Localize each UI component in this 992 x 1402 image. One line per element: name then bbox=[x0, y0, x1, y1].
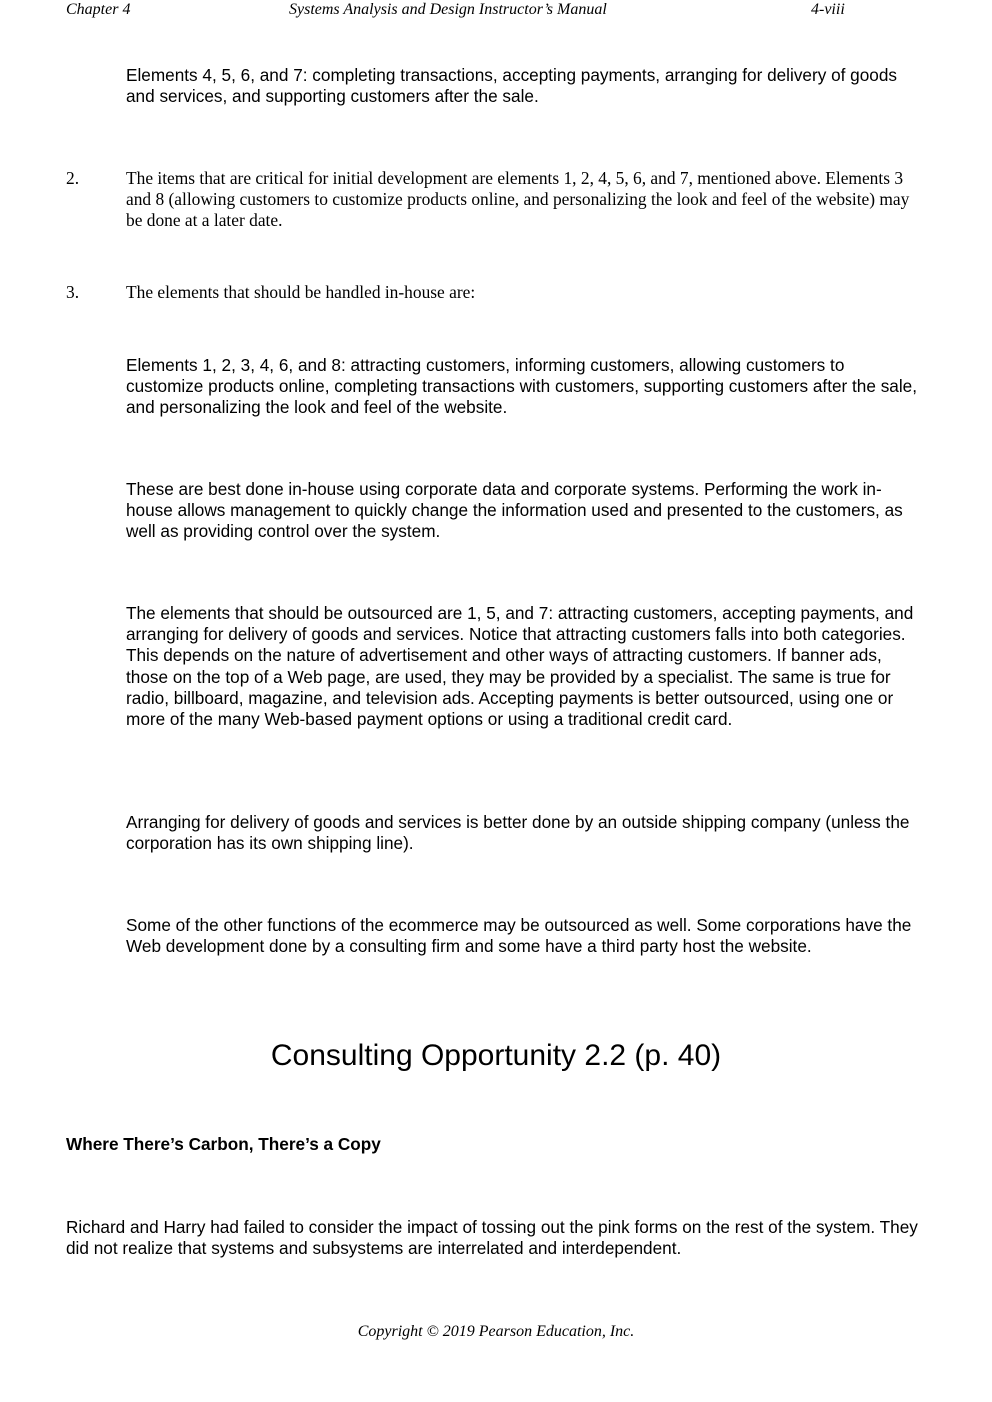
paragraph-outsourced: The elements that should be outsourced are 1, 5, and 7: attracting customers, accepting payments, and arranging for delivery of goods and services. Notice that attracting customers falls into both categories. This depends on the nature of advertisement and other ways of attracting customers. If banner ads, those on the top of a Web page, are used, they may be provided by a specialist. The same is true for radio, billboard, magazine, and television ads. Accepting payments is better outsourced, using one or more of the many Web-based payment options or using a traditional credit card. bbox=[126, 603, 914, 730]
paragraph-inhouse-reason: These are best done in-house using corporate data and corporate systems. Performing the work in-house allows management to quickly change the information used and presented to the customers, as well as providing control over the system. bbox=[126, 479, 903, 542]
section-title: Consulting Opportunity 2.2 (p. 40) bbox=[270, 1039, 722, 1072]
header-chapter: Chapter 4 bbox=[66, 1, 131, 18]
paragraph-inhouse-elements: Elements 1, 2, 3, 4, 6, and 8: attracting customers, informing customers, allowing customers to customize products online, completing transactions with customers, supporting customers after the sale, and personalizing the look and feel of the website. bbox=[126, 355, 917, 418]
section-subtitle: Where There’s Carbon, There’s a Copy bbox=[66, 1134, 381, 1154]
list-item-2-text: The items that are critical for initial development are elements 1, 2, 4, 5, 6, and 7, mentioned above. Elements 3 and 8 (allowing customers to customize products online, and personalizing the look and feel of the website) may be done at a later date. bbox=[126, 168, 910, 231]
paragraph-elements-4567: Elements 4, 5, 6, and 7: completing transactions, accepting payments, arranging for delivery of goods and services, and supporting customers after the sale. bbox=[126, 65, 898, 107]
list-item-3-text: The elements that should be handled in-house are: bbox=[126, 282, 476, 302]
header-title: Systems Analysis and Design Instructor’s Manual bbox=[289, 1, 607, 18]
paragraph-other-functions: Some of the other functions of the ecommerce may be outsourced as well. Some corporations have the Web development done by a consulting firm and some have a third party host the website. bbox=[126, 915, 912, 957]
header-page-number: 4-viii bbox=[811, 1, 845, 18]
paragraph-delivery: Arranging for delivery of goods and services is better done by an outside shipping company (unless the corporation has its own shipping line). bbox=[126, 812, 910, 854]
footer-copyright: Copyright © 2019 Pearson Education, Inc. bbox=[357, 1323, 635, 1340]
list-number-2: 2. bbox=[66, 168, 80, 188]
section-paragraph: Richard and Harry had failed to consider the impact of tossing out the pink forms on the rest of the system. They did not realize that systems and subsystems are interrelated and interdependent. bbox=[66, 1217, 918, 1259]
list-number-3: 3. bbox=[66, 282, 80, 302]
